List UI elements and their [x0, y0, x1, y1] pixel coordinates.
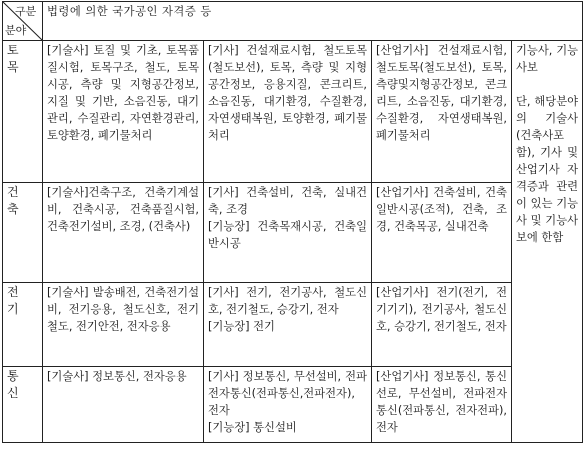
cell-engineer — [204, 183, 372, 283]
engineer-text: [기사] 전기, 전기공사, 철도신호, 전기철도, 승강기, 전자 — [208, 286, 367, 316]
engineer-text: [기사] 정보통신, 무선설비, 전파전자통신(전파통신,전파전자), 전자 — [208, 370, 367, 417]
table-title: 법령에 의한 국가공인 자격증 등 — [43, 2, 583, 41]
field-label-civil: 토 목 — [3, 41, 43, 183]
cell-engineer — [204, 283, 372, 367]
master-craftsman-text: [기능장] 통신설비 — [208, 421, 297, 434]
cell-industrial-engineer: [산업기사] 건축설비, 건축일반시공(조적), 건축, 조경, 건축목공, 실내건축 — [372, 183, 512, 283]
note-condition: 단, 해당분야의 기술사(건축사포함), 기사 및 산업기사 자격증과 관련이 있는 기능사 및 기능사보에 한함 — [516, 95, 579, 244]
field-label-electric: 전 기 — [3, 283, 43, 367]
table-row — [3, 283, 583, 367]
cell-professional-engineer: [기술사] 정보통신, 전자응용 — [43, 367, 204, 443]
cell-engineer — [204, 367, 372, 443]
master-craftsman-text: [기능장] 건축목재시공, 건축일반시공 — [208, 220, 367, 250]
corner-label-category: 구분 — [15, 5, 37, 18]
qualification-table — [2, 1, 583, 443]
table-row — [3, 41, 583, 183]
cell-industrial-engineer: [산업기사] 전기(전기, 전기기기), 전기공사, 철도신호, 승강기, 전기철도, 전자 — [372, 283, 512, 367]
cell-professional-engineer: [기술사]건축구조, 건축기계설비, 건축시공, 건축품질시험, 건축전기설비, 조경, (건축사) — [43, 183, 204, 283]
cell-professional-engineer: [기술사] 발송배전, 건축전기설비, 전기응용, 철도신호, 전기철도, 전기안전, 전자응용 — [43, 283, 204, 367]
engineer-text: [기사] 건축설비, 건축, 실내건축, 조경 — [208, 186, 367, 216]
field-label-architecture: 건 축 — [3, 183, 43, 283]
header-row — [3, 2, 583, 41]
note-craftsman: 기능사, 기능사보 — [516, 44, 579, 74]
table-row — [3, 367, 583, 443]
table-row — [3, 183, 583, 283]
cell-industrial-engineer: [산업기사] 건설재료시험, 철도토목(철도보선), 토목, 측량및지형공간정보, 콘크리트, 소음진동, 대기환경, 수질환경, 자연생태복원, 폐기물처리 — [372, 41, 512, 183]
cell-engineer: [기사] 건설재료시험, 철도토목(철도보선), 토목, 측량 및 지형공간정보, 응용지질, 콘크리트, 소음진동, 대기환경, 수질환경, 자연생태복원, 토양환경, 폐기물처리 — [204, 41, 372, 183]
field-label-communication: 통 신 — [3, 367, 43, 443]
note-cell — [512, 41, 583, 443]
corner-label-field: 분야 — [5, 24, 27, 37]
cell-industrial-engineer: [산업기사] 정보통신, 통신선로, 무선설비, 전파전자통신(전파통신, 전자전파), 전자 — [372, 367, 512, 443]
master-craftsman-text: [기능장] 전기 — [208, 320, 275, 333]
corner-cell — [3, 2, 43, 41]
cell-professional-engineer: [기술사] 토질 및 기초, 토목품질시험, 토목구조, 철도, 토목시공, 측량 및 지형공간정보, 지질 및 기반, 소음진동, 대기관리, 수질관리, 자연환경관리, 토양환경, 폐기물처리 — [43, 41, 204, 183]
